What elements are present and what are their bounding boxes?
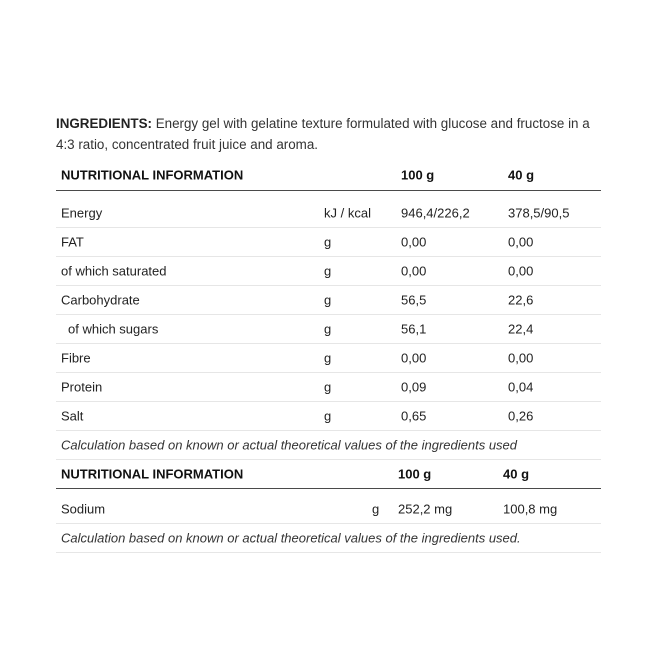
calculation-note: Calculation based on known or actual theoretical values of the ingredients used. xyxy=(61,530,521,546)
nutrient-name: Sodium xyxy=(61,501,106,517)
header-nutritional-information: NUTRITIONAL INFORMATION xyxy=(61,167,244,183)
table-header xyxy=(56,160,601,191)
value-100g: 56,1 xyxy=(401,321,427,337)
table-row xyxy=(56,228,601,257)
value-100g: 56,5 xyxy=(401,292,427,308)
value-40g: 378,5/90,5 xyxy=(508,205,570,221)
header-100g: 100 g xyxy=(398,466,432,481)
nutrient-unit: g xyxy=(372,501,380,517)
table-row xyxy=(56,199,601,228)
nutrition-table-main xyxy=(56,160,601,460)
table-note-row xyxy=(56,524,601,553)
nutrient-unit: g xyxy=(324,408,332,424)
header-nutritional-information: NUTRITIONAL INFORMATION xyxy=(61,466,244,481)
nutrient-unit: g xyxy=(324,292,332,308)
ingredients-label: INGREDIENTS: xyxy=(56,116,152,131)
value-100g: 0,65 xyxy=(401,408,427,424)
header-40g: 40 g xyxy=(503,466,530,481)
table-row xyxy=(56,495,601,524)
nutrient-unit: g xyxy=(324,350,332,366)
value-100g: 0,00 xyxy=(401,350,427,366)
value-100g: 252,2 mg xyxy=(398,501,453,517)
ingredients-paragraph xyxy=(56,113,606,155)
table-row xyxy=(56,286,601,315)
nutrient-name: Carbohydrate xyxy=(61,292,140,308)
table-row xyxy=(56,402,601,431)
value-100g: 0,09 xyxy=(401,379,427,395)
nutrient-name: Fibre xyxy=(61,350,91,366)
value-40g: 22,4 xyxy=(508,321,534,337)
nutrition-table-sodium xyxy=(56,459,601,553)
nutrient-name: of which sugars xyxy=(68,321,159,337)
value-40g: 0,00 xyxy=(508,234,534,250)
header-40g: 40 g xyxy=(508,167,535,183)
value-100g: 0,00 xyxy=(401,263,427,279)
nutrient-name: Energy xyxy=(61,205,103,221)
nutrient-unit: g xyxy=(324,263,332,279)
table-row xyxy=(56,373,601,402)
table-row xyxy=(56,344,601,373)
table-spacer xyxy=(56,191,601,199)
nutrient-name: of which saturated xyxy=(61,263,167,279)
nutrient-unit: g xyxy=(324,379,332,395)
value-40g: 0,00 xyxy=(508,350,534,366)
value-40g: 100,8 mg xyxy=(503,501,558,517)
table-row xyxy=(56,257,601,286)
table-header xyxy=(56,459,601,489)
calculation-note: Calculation based on known or actual theoretical values of the ingredients used xyxy=(61,437,518,453)
nutrient-name: Salt xyxy=(61,408,84,424)
nutrient-unit: g xyxy=(324,234,332,250)
value-100g: 946,4/226,2 xyxy=(401,205,470,221)
value-100g: 0,00 xyxy=(401,234,427,250)
nutrient-unit: g xyxy=(324,321,332,337)
value-40g: 22,6 xyxy=(508,292,534,308)
nutrient-unit: kJ / kcal xyxy=(324,205,371,221)
value-40g: 0,00 xyxy=(508,263,534,279)
table-row xyxy=(56,315,601,344)
nutrient-name: FAT xyxy=(61,234,84,250)
ingredients-text: Energy gel with gelatine texture formulated with glucose and fructose in a 4:3 ratio, concentrated fruit juice and aroma. xyxy=(56,116,590,152)
nutrient-name: Protein xyxy=(61,379,103,395)
table-note-row xyxy=(56,431,601,460)
value-40g: 0,04 xyxy=(508,379,534,395)
header-100g: 100 g xyxy=(401,167,435,183)
value-40g: 0,26 xyxy=(508,408,534,424)
